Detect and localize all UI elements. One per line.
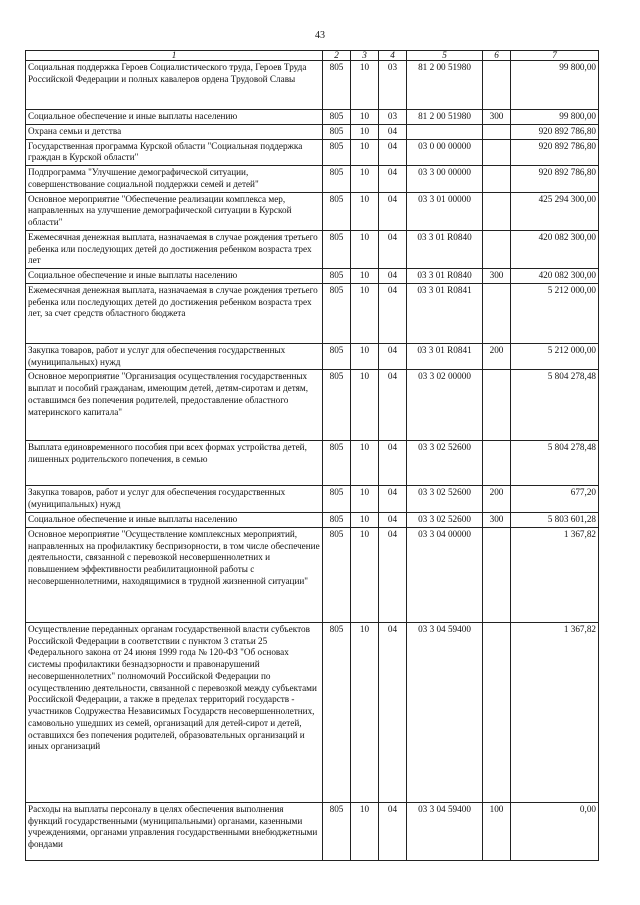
section-cell: 10	[351, 269, 379, 284]
code-cell: 805	[323, 370, 351, 441]
page-number: 43	[315, 30, 325, 41]
item-name-cell: Основное мероприятие "Организация осуществления государственных выплат и пособий гражданам, имеющим детей, детям-сиротам и детям, оставшимся без попечения родителей, предоставление областного материнского капитала"	[26, 370, 323, 441]
code-cell: 805	[323, 110, 351, 125]
column-header: 2	[323, 51, 351, 61]
section-cell: 10	[351, 486, 379, 513]
code-cell: 805	[323, 283, 351, 343]
column-header: 4	[379, 51, 407, 61]
subsection-cell: 04	[379, 230, 407, 268]
amount-cell: 0,00	[511, 802, 599, 860]
column-header: 6	[483, 51, 511, 61]
target-article-cell: 03 3 02 00000	[407, 370, 483, 441]
amount-cell: 420 082 300,00	[511, 269, 599, 284]
section-cell: 10	[351, 124, 379, 139]
code-cell: 805	[323, 513, 351, 528]
table-row	[26, 269, 599, 284]
item-name-cell: Государственная программа Курской области "Социальная поддержка граждан в Курской области"	[26, 139, 323, 166]
expense-type-cell	[483, 124, 511, 139]
table-row	[26, 802, 599, 860]
subsection-cell: 04	[379, 166, 407, 193]
section-cell: 10	[351, 192, 379, 230]
subsection-cell: 04	[379, 370, 407, 441]
code-cell: 805	[323, 527, 351, 622]
section-cell: 10	[351, 370, 379, 441]
target-article-cell: 03 3 02 52600	[407, 513, 483, 528]
subsection-cell: 04	[379, 527, 407, 622]
amount-cell: 677,20	[511, 486, 599, 513]
section-cell: 10	[351, 513, 379, 528]
item-name-cell: Охрана семьи и детства	[26, 124, 323, 139]
subsection-cell: 04	[379, 139, 407, 166]
amount-cell: 99 800,00	[511, 110, 599, 125]
code-cell: 805	[323, 61, 351, 110]
target-article-cell: 03 3 01 R0841	[407, 343, 483, 370]
section-cell: 10	[351, 61, 379, 110]
code-cell: 805	[323, 269, 351, 284]
table-row	[26, 166, 599, 193]
subsection-cell: 03	[379, 110, 407, 125]
target-article-cell: 03 3 02 52600	[407, 486, 483, 513]
expense-type-cell	[483, 230, 511, 268]
column-header: 7	[511, 51, 599, 61]
code-cell: 805	[323, 192, 351, 230]
subsection-cell: 04	[379, 283, 407, 343]
target-article-cell: 03 3 02 52600	[407, 441, 483, 486]
table-row	[26, 441, 599, 486]
subsection-cell: 04	[379, 441, 407, 486]
expense-type-cell	[483, 283, 511, 343]
target-article-cell: 03 3 01 00000	[407, 192, 483, 230]
expense-type-cell	[483, 139, 511, 166]
budget-table	[25, 50, 599, 861]
table-row	[26, 486, 599, 513]
expense-type-cell: 300	[483, 110, 511, 125]
code-cell: 805	[323, 441, 351, 486]
target-article-cell: 03 3 01 R0840	[407, 269, 483, 284]
section-cell: 10	[351, 802, 379, 860]
item-name-cell: Основное мероприятие "Осуществление комплексных мероприятий, направленных на профилактику беспризорности, в том числе обеспечение деятельности, связанной с перевозкой несовершеннолетних и повышением эффективности реабилитационной работы с несовершеннолетними, находящимися в трудной жизненной ситуации"	[26, 527, 323, 622]
subsection-cell: 04	[379, 513, 407, 528]
section-cell: 10	[351, 110, 379, 125]
subsection-cell: 04	[379, 269, 407, 284]
section-cell: 10	[351, 166, 379, 193]
amount-cell: 920 892 786,80	[511, 139, 599, 166]
target-article-cell: 03 3 01 R0841	[407, 283, 483, 343]
amount-cell: 5 212 000,00	[511, 283, 599, 343]
target-article-cell: 03 3 04 59400	[407, 802, 483, 860]
table-header-row	[26, 51, 599, 61]
code-cell: 805	[323, 166, 351, 193]
amount-cell: 5 212 000,00	[511, 343, 599, 370]
section-cell: 10	[351, 139, 379, 166]
item-name-cell: Закупка товаров, работ и услуг для обеспечения государственных (муниципальных) нужд	[26, 486, 323, 513]
table-row	[26, 110, 599, 125]
table-row	[26, 370, 599, 441]
column-header: 5	[407, 51, 483, 61]
subsection-cell: 03	[379, 61, 407, 110]
amount-cell: 425 294 300,00	[511, 192, 599, 230]
subsection-cell: 04	[379, 486, 407, 513]
code-cell: 805	[323, 139, 351, 166]
expense-type-cell	[483, 527, 511, 622]
item-name-cell: Ежемесячная денежная выплата, назначаемая в случае рождения третьего ребенка или последующих детей до достижения ребенком возраста трех лет, за счет средств областного бюджета	[26, 283, 323, 343]
item-name-cell: Подпрограмма "Улучшение демографической ситуации, совершенствование социальной поддержки семей и детей"	[26, 166, 323, 193]
item-name-cell: Социальное обеспечение и иные выплаты населению	[26, 269, 323, 284]
target-article-cell: 81 2 00 51980	[407, 110, 483, 125]
table-row	[26, 139, 599, 166]
section-cell: 10	[351, 441, 379, 486]
code-cell: 805	[323, 486, 351, 513]
target-article-cell: 03 0 00 00000	[407, 139, 483, 166]
expense-type-cell	[483, 622, 511, 802]
item-name-cell: Ежемесячная денежная выплата, назначаемая в случае рождения третьего ребенка или последующих детей до достижения ребенком возраста трех лет	[26, 230, 323, 268]
code-cell: 805	[323, 802, 351, 860]
subsection-cell: 04	[379, 802, 407, 860]
expense-type-cell	[483, 192, 511, 230]
item-name-cell: Закупка товаров, работ и услуг для обеспечения государственных (муниципальных) нужд	[26, 343, 323, 370]
table-row	[26, 527, 599, 622]
code-cell: 805	[323, 230, 351, 268]
amount-cell: 420 082 300,00	[511, 230, 599, 268]
item-name-cell: Выплата единовременного пособия при всех формах устройства детей, лишенных родительского попечения, в семью	[26, 441, 323, 486]
table-row	[26, 61, 599, 110]
expense-type-cell: 100	[483, 802, 511, 860]
table-row	[26, 513, 599, 528]
table-row	[26, 230, 599, 268]
table-row	[26, 124, 599, 139]
section-cell: 10	[351, 343, 379, 370]
code-cell: 805	[323, 343, 351, 370]
section-cell: 10	[351, 230, 379, 268]
table-row	[26, 622, 599, 802]
expense-type-cell: 200	[483, 486, 511, 513]
target-article-cell: 03 3 01 R0840	[407, 230, 483, 268]
item-name-cell: Осуществление переданных органам государственной власти субъектов Российской Федерации в соответствии с пунктом 3 статьи 25 Федерального закона от 24 июня 1999 года № 120-ФЗ "Об основах системы профилактики безнадзорности и правонарушений несовершеннолетних" полномочий Российской Федерации по осуществлению деятельности, связанной с перевозкой между субъектами Российской Федерации, а также в пределах территорий государств - участников Содружества Независимых Государств несовершеннолетних, самовольно ушедших из семей, организаций для детей-сирот и детей, оставшихся без попечения родителей, образовательных организаций и иных организаций	[26, 622, 323, 802]
expense-type-cell	[483, 61, 511, 110]
target-article-cell: 03 3 00 00000	[407, 166, 483, 193]
amount-cell: 99 800,00	[511, 61, 599, 110]
expense-type-cell: 300	[483, 513, 511, 528]
item-name-cell: Социальная поддержка Героев Социалистического труда, Героев Труда Российской Федерации и полных кавалеров ордена Трудовой Славы	[26, 61, 323, 110]
column-header: 1	[26, 51, 323, 61]
subsection-cell: 04	[379, 124, 407, 139]
amount-cell: 1 367,82	[511, 527, 599, 622]
amount-cell: 5 804 278,48	[511, 441, 599, 486]
target-article-cell	[407, 124, 483, 139]
expense-type-cell	[483, 370, 511, 441]
subsection-cell: 04	[379, 622, 407, 802]
amount-cell: 920 892 786,80	[511, 124, 599, 139]
item-name-cell: Расходы на выплаты персоналу в целях обеспечения выполнения функций государственными (муниципальными) органами, казенными учреждениями, органами управления государственными внебюджетными фондами	[26, 802, 323, 860]
item-name-cell: Социальное обеспечение и иные выплаты населению	[26, 513, 323, 528]
amount-cell: 5 803 601,28	[511, 513, 599, 528]
column-header: 3	[351, 51, 379, 61]
amount-cell: 920 892 786,80	[511, 166, 599, 193]
target-article-cell: 81 2 00 51980	[407, 61, 483, 110]
amount-cell: 1 367,82	[511, 622, 599, 802]
amount-cell: 5 804 278,48	[511, 370, 599, 441]
section-cell: 10	[351, 527, 379, 622]
expense-type-cell	[483, 166, 511, 193]
subsection-cell: 04	[379, 192, 407, 230]
code-cell: 805	[323, 124, 351, 139]
target-article-cell: 03 3 04 59400	[407, 622, 483, 802]
expense-type-cell: 200	[483, 343, 511, 370]
table-row	[26, 192, 599, 230]
table-row	[26, 283, 599, 343]
section-cell: 10	[351, 283, 379, 343]
table-row	[26, 343, 599, 370]
code-cell: 805	[323, 622, 351, 802]
target-article-cell: 03 3 04 00000	[407, 527, 483, 622]
item-name-cell: Социальное обеспечение и иные выплаты населению	[26, 110, 323, 125]
section-cell: 10	[351, 622, 379, 802]
item-name-cell: Основное мероприятие "Обеспечение реализации комплекса мер, направленных на улучшение демографической ситуации в Курской области"	[26, 192, 323, 230]
subsection-cell: 04	[379, 343, 407, 370]
expense-type-cell	[483, 441, 511, 486]
expense-type-cell: 300	[483, 269, 511, 284]
